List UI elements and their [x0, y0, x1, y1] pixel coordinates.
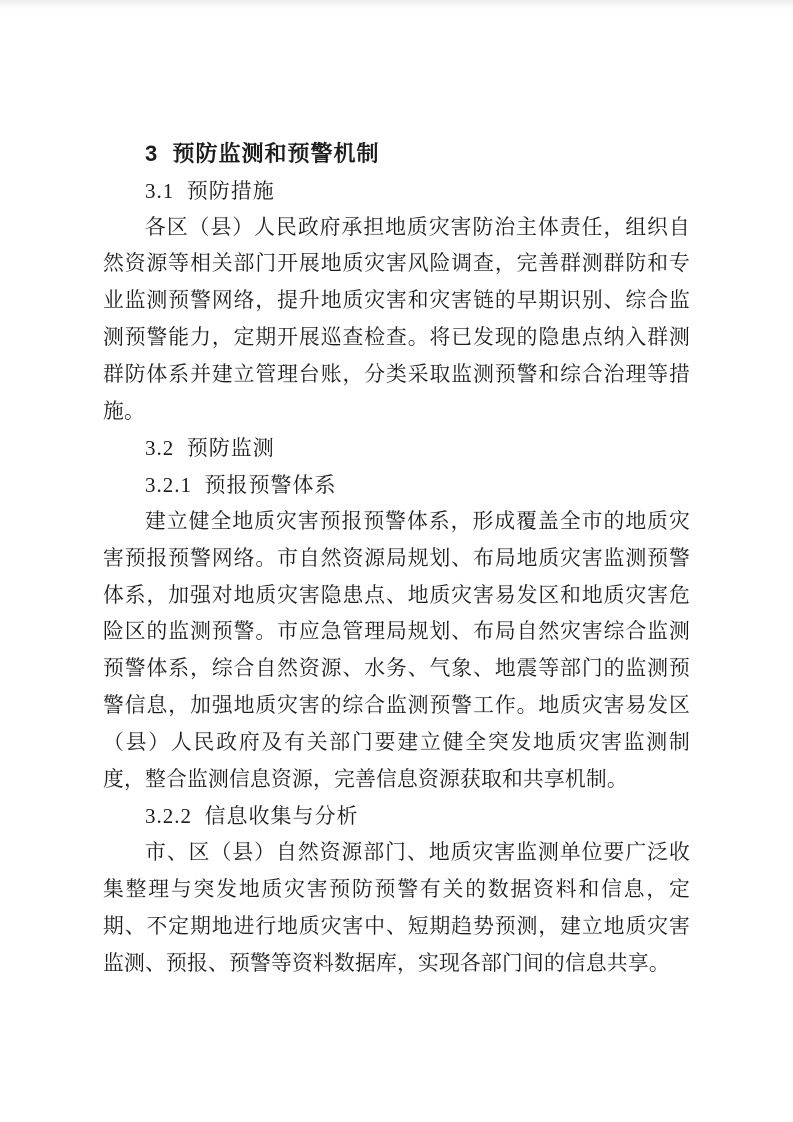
section-3-2-2-heading: 3.2.2 信息收集与分析: [145, 804, 359, 829]
section-3-1-paragraph: 各区（县）人民政府承担地质灾害防治主体责任，组织自然资源等相关部门开展地质灾害风险调查，完善群测群防和专业监测预警网络，提升地质灾害和灾害链的早期识别、综合监测预警能力，定期开展巡查检查。将已发现的隐患点纳入群测群防体系并建立管理台账，分类采取监测预警和综合治理等措施。: [103, 215, 690, 423]
scan-edge: [0, 0, 793, 9]
section-3-2-2-paragraph: 市、区（县）自然资源部门、地质灾害监测单位要广泛收集整理与突发地质灾害预防预警有关的数据资料和信息，定期、不定期地进行地质灾害中、短期趋势预测，建立地质灾害监测、预报、预警等资料数据库，实现各部门间的信息共享。: [103, 841, 690, 975]
section-3-1-heading: 3.1 预防措施: [145, 178, 275, 203]
section-3-2-1-heading: 3.2.1 预报预警体系: [145, 473, 337, 498]
chapter-heading: 3 预防监测和预警机制: [145, 141, 380, 166]
document-content: [103, 136, 690, 982]
section-3-2-1-paragraph: 建立健全地质灾害预报预警体系，形成覆盖全市的地质灾害预报预警网络。市自然资源局规划、布局地质灾害监测预警体系，加强对地质灾害隐患点、地质灾害易发区和地质灾害危险区的监测预警。市应急管理局规划、布局自然灾害综合监测预警体系，综合自然资源、水务、气象、地震等部门的监测预警信息，加强地质灾害的综合监测预警工作。地质灾害易发区（县）人民政府及有关部门要建立健全突发地质灾害监测制度，整合监测信息资源，完善信息资源获取和共享机制。: [103, 509, 690, 791]
section-3-2-heading: 3.2 预防监测: [145, 436, 275, 461]
